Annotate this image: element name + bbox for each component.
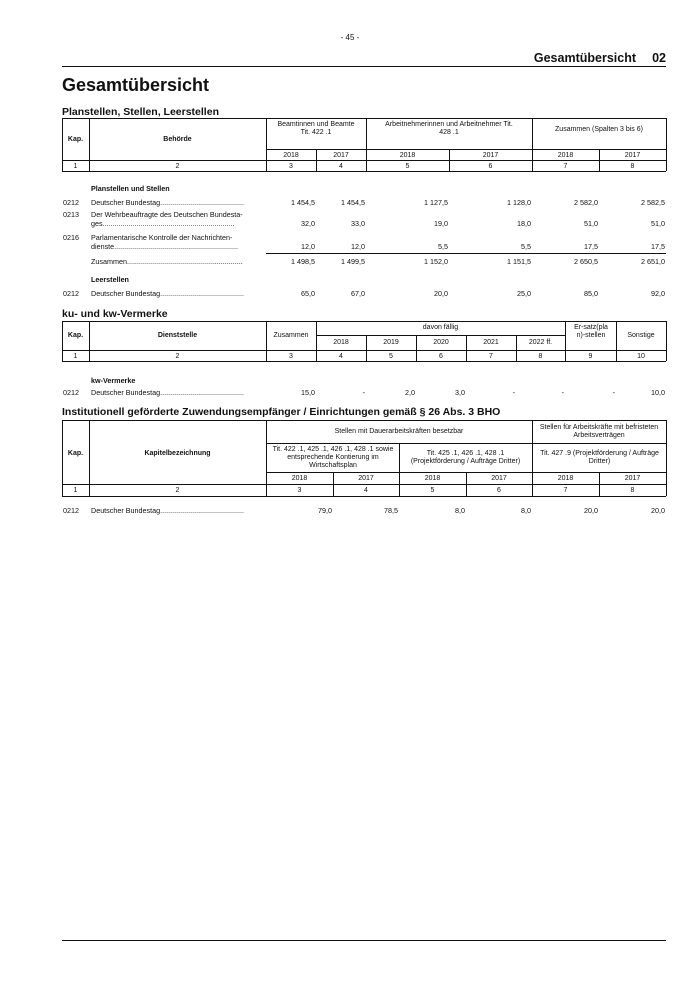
column-number: 9	[588, 353, 593, 360]
header-number: 02	[652, 51, 666, 65]
year-label: 2017	[624, 152, 641, 159]
column-number: 3	[297, 487, 302, 494]
row-value: 65,0	[301, 289, 315, 298]
column-number: 2	[175, 163, 180, 170]
row-kap: 0212	[63, 289, 79, 298]
row-value: 1 498,5	[291, 257, 315, 266]
row-kap: 0212	[63, 506, 79, 515]
column-number: 4	[339, 163, 343, 170]
year-label: 2018	[399, 152, 416, 159]
row-kap: 0216	[63, 233, 79, 242]
year-label: 2022 ff.	[528, 339, 553, 346]
column-number: 8	[630, 487, 635, 494]
col-beamte-header: Beamtinnen und Beamte Tit. 422 .1	[277, 121, 355, 136]
row-name: Deutscher Bundestag..........................................	[91, 388, 244, 397]
year-label: 2018	[283, 152, 299, 159]
column-number: 7	[563, 163, 568, 170]
row-value: 20,0	[651, 506, 665, 515]
col-kapitelbezeichnung-header: Kapitelbezeichnung	[144, 450, 211, 457]
column-number: 1	[73, 163, 78, 170]
row-value: 1 151,5	[507, 257, 531, 266]
row-value: -	[512, 388, 515, 397]
year-label: 2018	[557, 152, 574, 159]
section2-title: ku- und kw-Vermerke	[62, 308, 168, 320]
row-value: 8,0	[455, 506, 465, 515]
section1-title: Planstellen, Stellen, Leerstellen	[62, 106, 219, 118]
column-number: 1	[73, 353, 78, 360]
row-value: 78,5	[384, 506, 398, 515]
row-value: 51,0	[584, 219, 598, 228]
row-value: 5,5	[521, 242, 531, 251]
column-number: 10	[637, 353, 645, 360]
column-number: 8	[538, 353, 543, 360]
row-value: 32,0	[301, 219, 315, 228]
row-value: 2 650,5	[574, 257, 598, 266]
col-arbeitnehmer-header: Arbeitnehmerinnen und Arbeitnehmer Tit. 428 .1	[385, 121, 513, 136]
row-value: 33,0	[351, 219, 365, 228]
col-dienststelle-header: Dienststelle	[157, 332, 198, 339]
row-value: -	[561, 388, 564, 397]
row-value: 1 127,5	[424, 198, 448, 207]
row-value: 17,5	[651, 242, 665, 251]
year-label: 2018	[424, 475, 441, 482]
col-sub3-header: Tit. 427 .9 (Projektförderung / Aufträge Dritter)	[540, 450, 659, 465]
footer-rule	[62, 940, 666, 941]
group-heading: Leerstellen	[91, 275, 129, 284]
column-number: 5	[430, 487, 435, 494]
year-label: 2017	[333, 152, 349, 159]
row-name: Deutscher Bundestag..........................................	[91, 506, 244, 515]
row-value: 85,0	[584, 289, 598, 298]
col-sub2-header: Tit. 425 .1, 426 .1, 428 .1 (Projektförderung / Aufträge Dritter)	[410, 450, 521, 465]
year-label: 2018	[333, 339, 349, 346]
row-value: 92,0	[651, 289, 665, 298]
page-title: Gesamtübersicht	[62, 75, 210, 95]
row-value: 1 499,5	[341, 257, 365, 266]
row-value: 2 582,5	[641, 198, 665, 207]
year-label: 2017	[491, 475, 507, 482]
row-value: -	[612, 388, 615, 397]
row-value: 5,5	[438, 242, 448, 251]
column-number: 6	[497, 487, 501, 494]
row-name: Zusammen..........................................................	[91, 257, 243, 266]
group-heading: Planstellen und Stellen	[91, 184, 170, 193]
column-number: 4	[339, 353, 343, 360]
row-value: 1 454,5	[291, 198, 315, 207]
column-number: 6	[439, 353, 443, 360]
col-kap-header: Kap.	[67, 332, 84, 339]
row-value: 19,0	[434, 219, 448, 228]
page-number: - 45 -	[340, 33, 360, 42]
col-dauer-header: Stellen mit Dauerarbeitskräften besetzbar	[334, 428, 464, 435]
row-name: ges..................................................................	[91, 219, 235, 228]
row-value: 1 152,0	[424, 257, 448, 266]
row-kap: 0213	[63, 210, 79, 219]
year-label: 2017	[358, 475, 374, 482]
group-heading: kw-Vermerke	[91, 376, 136, 385]
row-value: 8,0	[521, 506, 531, 515]
section3-title: Institutionell geförderte Zuwendungsempfänger / Einrichtungen gemäß § 26 Abs. 3 BHO	[62, 406, 501, 418]
row-value: 25,0	[517, 289, 531, 298]
row-value: 3,0	[455, 388, 465, 397]
row-value: 2,0	[405, 388, 415, 397]
col-kap-header: Kap.	[67, 450, 84, 457]
year-label: 2018	[291, 475, 308, 482]
column-number: 4	[364, 487, 368, 494]
row-value: 10,0	[651, 388, 665, 397]
row-value: 12,0	[351, 242, 365, 251]
column-number: 6	[488, 163, 493, 170]
row-value: 2 582,0	[574, 198, 598, 207]
year-label: 2021	[483, 339, 499, 346]
col-davon-faellig-header: davon fällig	[422, 324, 459, 331]
col-kap-header: Kap.	[67, 136, 84, 143]
column-number: 3	[289, 353, 293, 360]
row-value: -	[362, 388, 365, 397]
header-title: Gesamtübersicht	[533, 51, 636, 65]
row-name: dienste..............................................................	[91, 242, 238, 251]
row-value: 51,0	[651, 219, 665, 228]
row-value: 1 454,5	[341, 198, 365, 207]
column-number: 7	[563, 487, 568, 494]
column-number: 7	[489, 353, 493, 360]
column-number: 5	[405, 163, 410, 170]
row-value: 67,0	[351, 289, 365, 298]
row-name: Deutscher Bundestag..........................................	[91, 198, 244, 207]
year-label: 2017	[624, 475, 641, 482]
col-sub1-header: Tit. 422 .1, 425 .1, 426 .1, 428 .1 sowie entsprechende Kontierung im Wirtschaftsplan	[272, 446, 394, 469]
row-name: Der Wehrbeauftragte des Deutschen Bundesta-	[91, 210, 243, 219]
row-value: 17,5	[584, 242, 598, 251]
column-number: 8	[630, 163, 635, 170]
col-befristet-header: Stellen für Arbeitskräfte mit befristeten Arbeitsverträgen	[539, 424, 659, 439]
column-number: 3	[289, 163, 293, 170]
row-name: Deutscher Bundestag..........................................	[91, 289, 244, 298]
row-kap: 0212	[63, 198, 79, 207]
col-zusammen-header: Zusammen (Spalten 3 bis 6)	[555, 126, 643, 133]
column-number: 5	[389, 353, 393, 360]
row-value: 1 128,0	[507, 198, 531, 207]
year-label: 2020	[433, 339, 449, 346]
row-kap: 0212	[63, 388, 79, 397]
row-value: 15,0	[301, 388, 315, 397]
column-number: 1	[73, 487, 78, 494]
row-value: 20,0	[584, 506, 598, 515]
year-label: 2019	[383, 339, 399, 346]
row-value: 79,0	[318, 506, 332, 515]
col-behoerde-header: Behörde	[163, 136, 192, 143]
column-number: 2	[175, 353, 180, 360]
column-number: 2	[175, 487, 180, 494]
col-sonstige-header: Sonstige	[627, 332, 655, 339]
year-label: 2017	[482, 152, 499, 159]
running-header	[62, 50, 666, 67]
col-zusammen-header: Zusammen	[273, 332, 309, 339]
row-value: 2 651,0	[641, 257, 665, 266]
row-value: 12,0	[301, 242, 315, 251]
row-value: 20,0	[434, 289, 448, 298]
col-ersatz-header: Er-satz(plan)-stellen	[574, 324, 608, 339]
row-value: 18,0	[517, 219, 531, 228]
row-name: Parlamentarische Kontrolle der Nachrichten-	[91, 233, 233, 242]
year-label: 2018	[557, 475, 574, 482]
